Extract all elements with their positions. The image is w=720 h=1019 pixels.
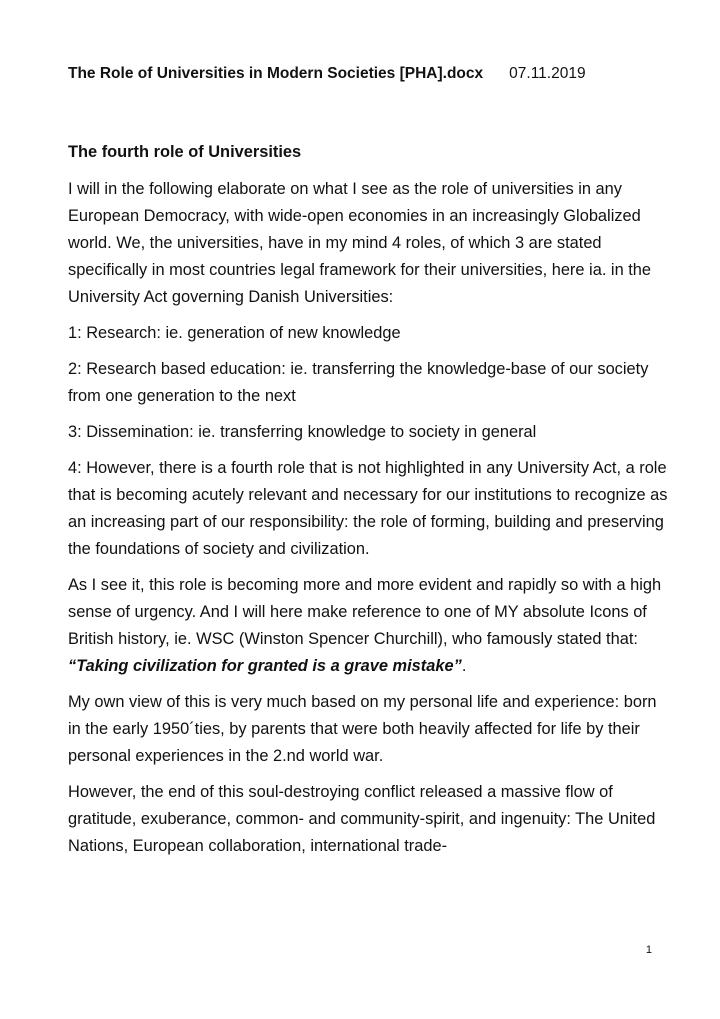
churchill-period: . bbox=[461, 657, 467, 675]
churchill-paragraph bbox=[68, 572, 668, 680]
role-2-paragraph: 2: Research based education: ie. transferring the knowledge-base of our society from one generation to the next bbox=[68, 360, 649, 405]
section-heading: The fourth role of Universities bbox=[68, 143, 302, 161]
personal-paragraph: My own view of this is very much based on my personal life and experience: born in the early 1950´ties, by parents that were both heavily affected for life by their personal experiences in the 2.nd world war. bbox=[68, 693, 657, 765]
intro-paragraph: I will in the following elaborate on what I see as the role of universities in any European Democracy, with wide-open economies in an increasingly Globalized world. We, the universities, have in my mind 4 roles, of which 3 are stated specifically in most countries legal framework for their universities, here ia. in the University Act governing Danish Universities: bbox=[68, 180, 652, 306]
document-filename: The Role of Universities in Modern Societies [PHA].docx bbox=[68, 65, 484, 82]
churchill-quote: “Taking civilization for granted is a grave mistake” bbox=[68, 657, 462, 675]
role-3-paragraph: 3: Dissemination: ie. transferring knowledge to society in general bbox=[68, 423, 537, 441]
document-body bbox=[68, 140, 668, 869]
document-header bbox=[68, 62, 668, 86]
role-4-paragraph: 4: However, there is a fourth role that is not highlighted in any University Act, a role that is becoming acutely relevant and necessary for our institutions to recognize as an increasing part of our responsibility: the role of forming, building and preserving the foundations of society and civilization. bbox=[68, 459, 668, 558]
aftermath-paragraph: However, the end of this soul-destroying conflict released a massive flow of gratitude, exuberance, common- and community-spirit, and ingenuity: The United Nations, European collaboration, international trade- bbox=[68, 783, 656, 855]
document-date: 07.11.2019 bbox=[509, 65, 586, 82]
role-1-paragraph: 1: Research: ie. generation of new knowledge bbox=[68, 324, 401, 342]
churchill-text: As I see it, this role is becoming more and more evident and rapidly so with a high sense of urgency. And I will here make reference to one of MY absolute Icons of British history, ie. WSC (Winston Spencer Churchill), who famously stated that: bbox=[68, 576, 662, 648]
page-number: 1 bbox=[645, 944, 652, 956]
